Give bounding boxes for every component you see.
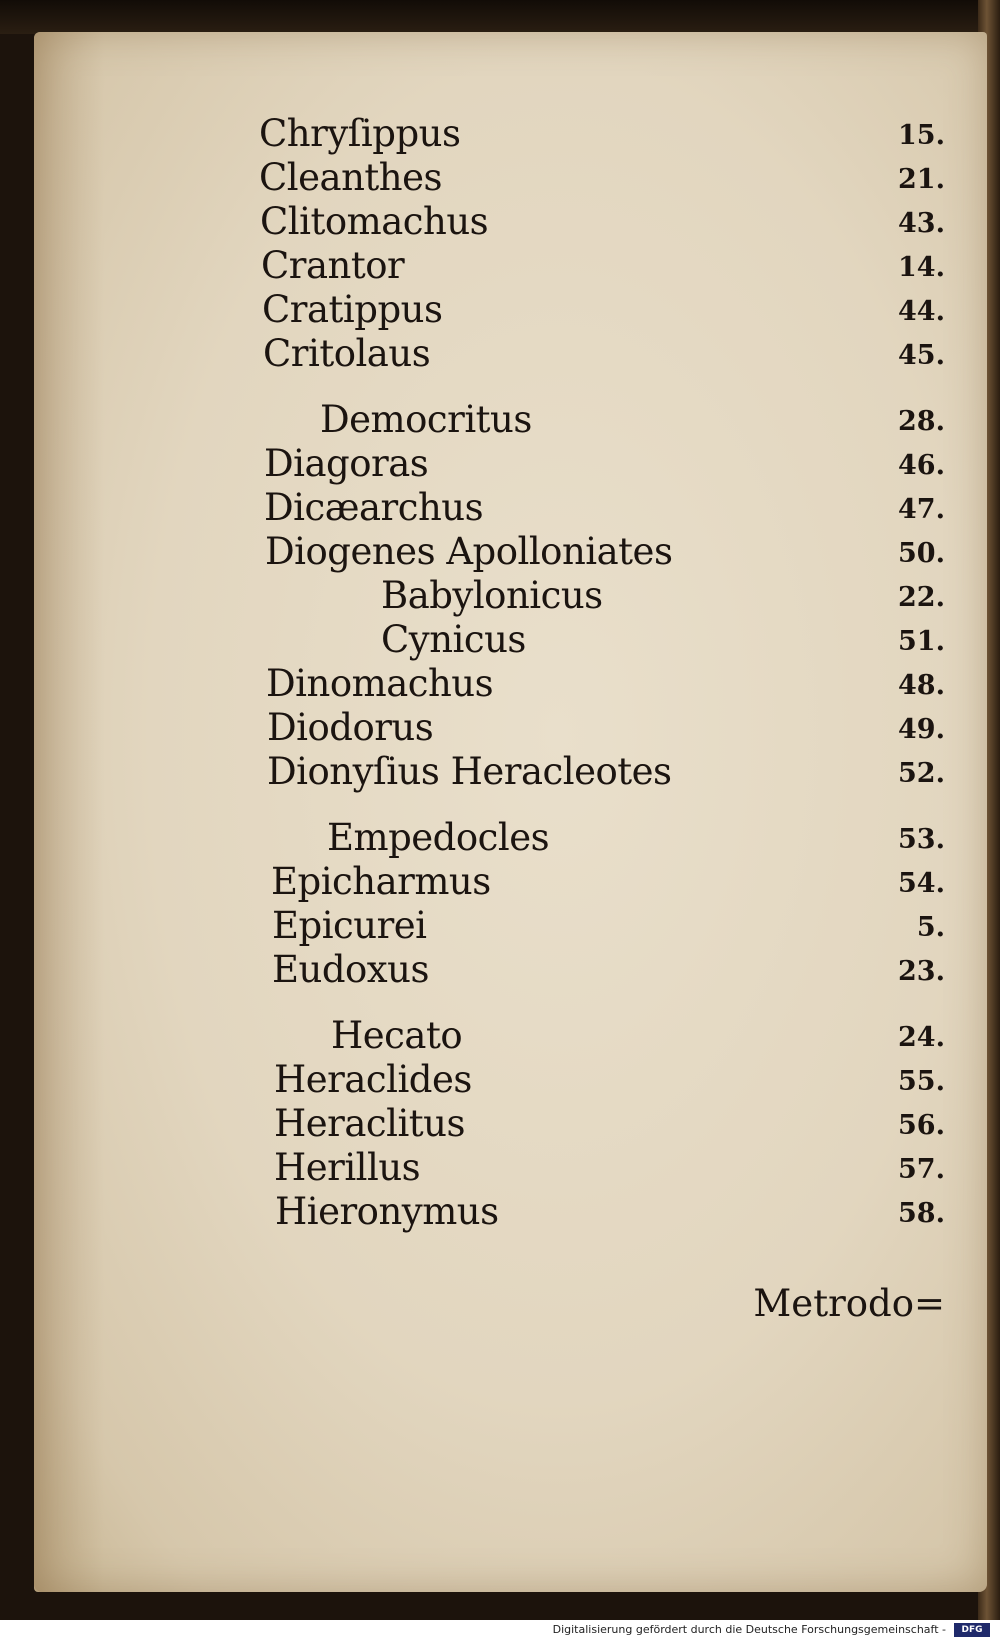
index-entry — [34, 530, 987, 574]
index-entry — [34, 948, 987, 992]
entry-page: 51. — [898, 626, 945, 657]
entry-name: Chryſippus — [259, 112, 461, 155]
index-entry — [34, 332, 987, 376]
entry-page: 24. — [898, 1022, 945, 1053]
index-entry — [34, 860, 987, 904]
entry-page: 45. — [898, 340, 945, 371]
entry-name: Cratippus — [262, 288, 443, 331]
entry-name: Hieronymus — [275, 1190, 499, 1233]
entry-page: 46. — [898, 450, 945, 481]
entry-page: 49. — [898, 714, 945, 745]
entry-name: Eudoxus — [272, 948, 429, 991]
entry-page: 43. — [898, 208, 945, 239]
entry-page: 22. — [898, 582, 945, 613]
scan-top-edge — [0, 0, 1000, 34]
index-entry — [34, 574, 987, 618]
entry-name: Babylonicus — [381, 574, 603, 617]
entry-page: 57. — [898, 1154, 945, 1185]
entry-page: 54. — [898, 868, 945, 899]
index-entry — [34, 750, 987, 794]
entry-name: Dionyſius Heracleotes — [267, 750, 672, 793]
entry-page: 15. — [898, 120, 945, 151]
entry-page: 21. — [898, 164, 945, 195]
entry-name: Democritus — [320, 398, 532, 441]
entry-page: 47. — [898, 494, 945, 525]
entry-page: 23. — [898, 956, 945, 987]
entry-page: 5. — [916, 912, 945, 943]
entry-name: Heraclitus — [274, 1102, 465, 1145]
entry-name: Hecato — [331, 1014, 463, 1057]
entry-page: 53. — [898, 824, 945, 855]
entry-name: Dinomachus — [266, 662, 494, 705]
entry-name: Empedocles — [327, 816, 550, 859]
index-entry — [34, 112, 987, 156]
dfg-logo: DFG — [954, 1623, 990, 1637]
index-entry — [34, 244, 987, 288]
index-entry — [34, 1146, 987, 1190]
entry-name: Clitomachus — [260, 200, 489, 243]
index-entry — [34, 662, 987, 706]
entry-name: Herillus — [274, 1146, 421, 1189]
entry-name: Epicurei — [272, 904, 427, 947]
entry-page: 52. — [898, 758, 945, 789]
entry-page: 48. — [898, 670, 945, 701]
entry-page: 28. — [898, 406, 945, 437]
entry-name: Diogenes Apolloniates — [265, 530, 673, 573]
entry-page: 50. — [898, 538, 945, 569]
entry-page: 14. — [898, 252, 945, 283]
index-entry — [34, 156, 987, 200]
entry-name: Critolaus — [263, 332, 431, 375]
entry-name: Heraclides — [274, 1058, 472, 1101]
digitization-footer — [0, 1620, 1000, 1641]
index-entry — [34, 398, 987, 442]
entry-page: 44. — [898, 296, 945, 327]
book-page — [34, 32, 987, 1592]
entry-page: 55. — [898, 1066, 945, 1097]
entry-page: 58. — [898, 1198, 945, 1229]
index-entry — [34, 706, 987, 750]
index-entry — [34, 442, 987, 486]
index-entry — [34, 618, 987, 662]
entry-name: Cynicus — [381, 618, 526, 661]
index-entry — [34, 486, 987, 530]
entry-page: 56. — [898, 1110, 945, 1141]
entry-name: Epicharmus — [271, 860, 491, 903]
index-entry — [34, 200, 987, 244]
entry-name: Dicæarchus — [264, 486, 484, 529]
index-entry — [34, 816, 987, 860]
index-entry — [34, 1014, 987, 1058]
index-entry — [34, 1102, 987, 1146]
index-entry — [34, 1058, 987, 1102]
entry-name: Diagoras — [264, 442, 429, 485]
index-entry — [34, 1190, 987, 1234]
entry-name: Cleanthes — [259, 156, 443, 199]
index-entry — [34, 904, 987, 948]
footer-credit: Digitalisierung gefördert durch die Deutsche Forschungsgemeinschaft - — [552, 1623, 946, 1636]
entry-name: Diodorus — [267, 706, 434, 749]
catchword: Metrodo= — [753, 1282, 945, 1325]
index-entry — [34, 288, 987, 332]
entry-name: Crantor — [261, 244, 405, 287]
